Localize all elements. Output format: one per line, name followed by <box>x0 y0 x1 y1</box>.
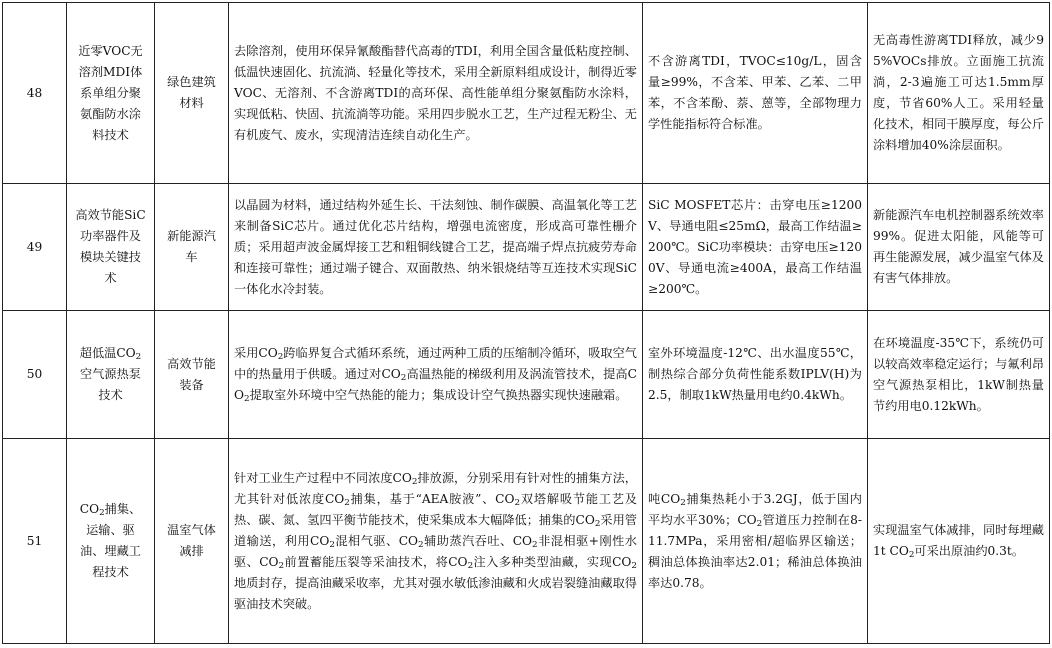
environmental-benefit: 无高毒性游离TDI释放，减少95%VOCs排放。立面施工抗流淌，2-3遍施工可达1.5mm厚度，节省60%人工。采用轻量化技术，相同干膜厚度，每公斤涂料增加40%涂层面积。 <box>868 3 1050 184</box>
row-number: 48 <box>3 3 67 184</box>
environmental-benefit: 在环境温度-35℃下，系统仍可以较高效率稳定运行；与氟利昂空气源热泵相比，1kW制热量节约用电0.12kWh。 <box>868 311 1050 439</box>
category: 绿色建筑材料 <box>155 3 229 184</box>
performance-indicators: SiC MOSFET芯片：击穿电压≥1200V、导通电阻≤25mΩ，最高工作结温≥200℃。SiC功率模块：击穿电压≥1200V、导通电流≥400A，最高工作结温≥200℃。 <box>643 184 868 311</box>
row-number: 51 <box>3 439 67 644</box>
performance-indicators: 不含游离TDI，TVOC≤10g/L，固含量≥99%，不含苯、甲苯、乙苯、二甲苯，不含苯酚、萘、蒽等，全部物理力学性能指标符合标准。 <box>643 3 868 184</box>
performance-indicators: 吨$CO_2$捕集热耗小于3.2GJ，低于国内平均水平30%；$CO_2$管道压力控制在8-11.7MPa，采用密相/超临界区输送；稠油总体换油率达2.01；稀油总体换油率达0.78。 <box>643 439 868 644</box>
technology-description: 针对工业生产过程中不同浓度$CO_2$排放源，分别采用有针对性的捕集方法，尤其针对低浓度$CO_2$捕集，基于“AEA胺液”、$CO_2$双塔解吸节能工艺及热、碳、氮、氢四平衡节能技术，使采集成本大幅降低；捕集的$CO_2$采用管道输送，利用$CO_2$混相气驱、$CO_2$辅助蒸汽吞吐、$CO_2$非混相驱+刚性水驱、$CO_2$前置蓄能压裂等采油技术，将$CO_2$注入多种类型油藏，实现$CO_2$地质封存，提高油藏采收率，尤其对强水敏低渗油藏和火成岩裂缝油藏取得驱油技术突破。 <box>229 439 643 644</box>
environmental-benefit: 实现温室气体减排，同时每埋藏1t $CO_2$可采出原油约0.3t。 <box>868 439 1050 644</box>
row-number: 50 <box>3 311 67 439</box>
environmental-benefit: 新能源汽车电机控制器系统效率99%。促进太阳能，风能等可再生能源发展，减少温室气体及有害气体排放。 <box>868 184 1050 311</box>
technology-name: 超低温$CO_2$空气源热泵技术 <box>67 311 155 439</box>
technology-name: 近零VOC无溶剂MDI体系单组分聚氨酯防水涂料技术 <box>67 3 155 184</box>
technology-name: 高效节能SiC功率器件及模块关键技术 <box>67 184 155 311</box>
row-number: 49 <box>3 184 67 311</box>
technology-description: 采用$CO_2$跨临界复合式循环系统，通过两种工质的压缩制冷循环，吸取空气中的热量用于供暖。通过对$CO_2$高温热能的梯级利用及涡流管技术，提高$CO_2$提取室外环境中空气热能的能力；集成设计空气换热器实现快速融霜。 <box>229 311 643 439</box>
table-row <box>3 311 1050 439</box>
category: 温室气体减排 <box>155 439 229 644</box>
performance-indicators: 室外环境温度-12℃、出水温度55℃，制热综合部分负荷性能系数IPLV(H)为2.5，制取1kW热量用电约0.4kWh。 <box>643 311 868 439</box>
table-row <box>3 3 1050 184</box>
technology-name: $CO_2$捕集、运输、驱油、埋藏工程技术 <box>67 439 155 644</box>
table-row <box>3 439 1050 644</box>
technology-description: 去除溶剂，使用环保异氰酸酯替代高毒的TDI，利用全国含量低粘度控制、低温快速固化、抗流淌、轻量化等技术，采用全新原料组成设计，制得近零VOC、无溶剂、不含游离TDI的高环保、高性能单组分聚氨酯防水涂料，实现低粘、快固、抗流淌等功能。采用四步脱水工艺，生产过程无粉尘、无有机废气、废水，实现清洁连续自动化生产。 <box>229 3 643 184</box>
category: 新能源汽车 <box>155 184 229 311</box>
table-row <box>3 184 1050 311</box>
category: 高效节能装备 <box>155 311 229 439</box>
technology-table <box>2 2 1050 644</box>
technology-description: 以晶圆为材料，通过结构外延生长、干法刻蚀、制作碳膜、高温氧化等工艺来制备SiC芯片。通过优化芯片结构，增强电流密度，形成高可靠性栅介质；采用超声波金属焊接工艺和粗铜线键合工艺，提高端子焊点抗疲劳寿命和连接可靠性；通过端子键合、双面散热、纳米银烧结等互连技术实现SiC一体化水冷封装。 <box>229 184 643 311</box>
